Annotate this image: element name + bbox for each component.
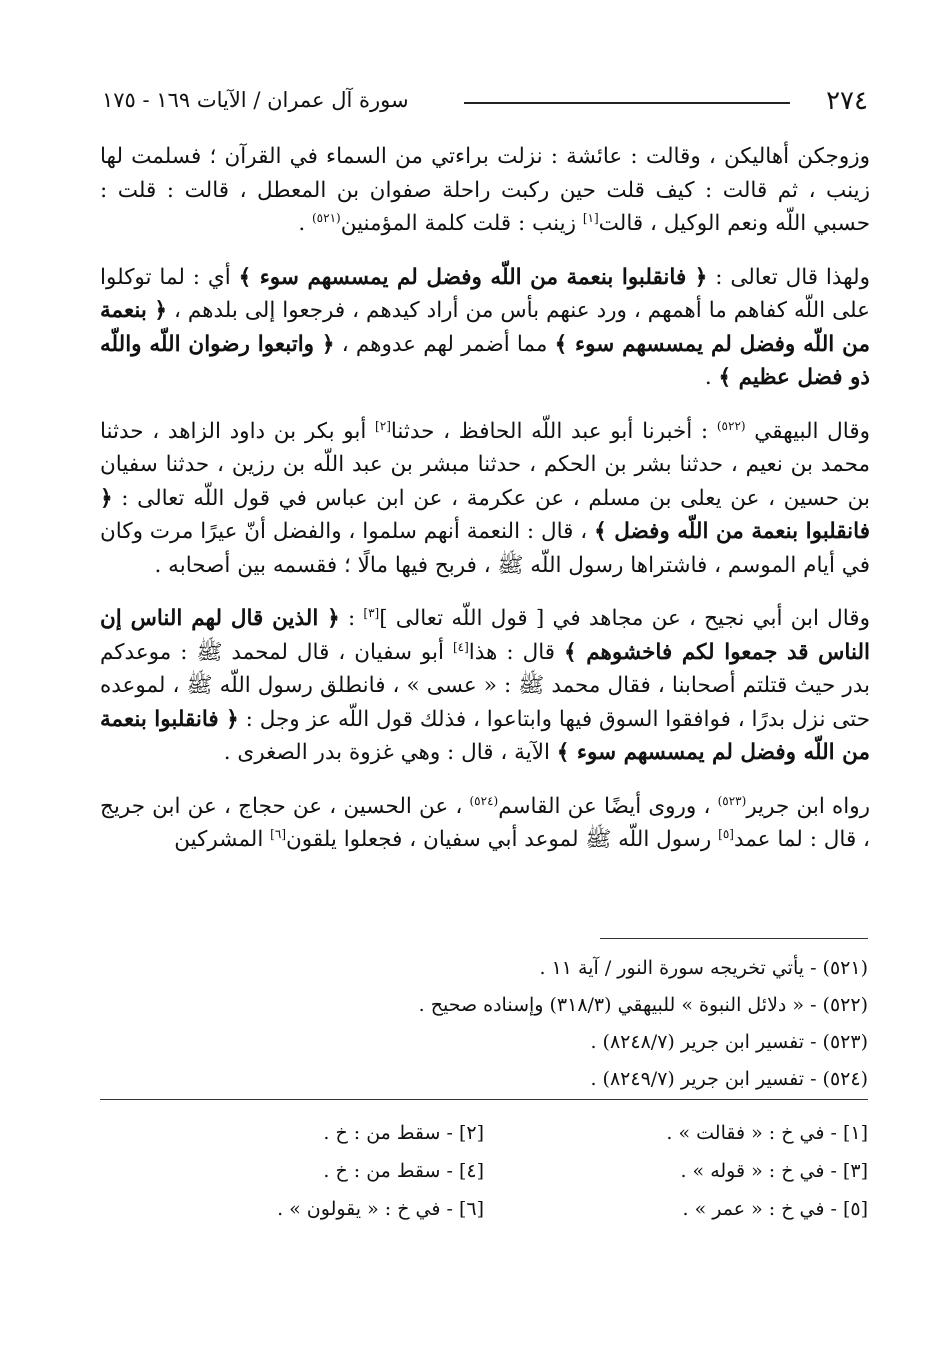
page-number: ٢٧٤ xyxy=(826,86,868,116)
text-run: أبو بكر بن داود الزاهد ، حدثنا محمد بن نعيم ، حدثنا بشر بن الحكم ، حدثنا مبشر بن عبد اللّه بن رزين ، حدثنا سفيان بن حسين ، عن يعلى بن مسلم ، عن عكرمة ، عن ابن عباس في قول اللّه تعالى : xyxy=(100,418,870,511)
note-reference: (٥٢١) xyxy=(311,210,341,225)
footnote: (٥٢٢) - « دلائل النبوة » للبيهقي (٣١٨/٣) وإسناده صحيح . xyxy=(418,994,868,1016)
note-reference: [٢] xyxy=(375,418,391,433)
text-run: ، وروى أيضًا عن القاسم xyxy=(498,793,718,819)
variant-row xyxy=(100,1190,868,1228)
text-run: المشركين xyxy=(174,827,271,852)
variant-note: [٥] - في خ : « عمر » . xyxy=(682,1198,868,1220)
variant-note: [٣] - في خ : « قوله » . xyxy=(680,1160,868,1182)
text-run: ، عن الحسين ، عن حجاج ، عن ابن جريج ، قال : لما عمد xyxy=(100,793,870,852)
text-run: رواه ابن جرير xyxy=(746,793,870,819)
paragraph xyxy=(100,261,870,395)
note-reference: [١] xyxy=(582,210,599,225)
note-reference: [٣] xyxy=(363,605,380,620)
note-reference: (٥٢٢) xyxy=(716,418,746,433)
note-reference: [٦] xyxy=(270,826,286,841)
text-run: . xyxy=(704,365,719,390)
footnote: (٥٢٣) - تفسير ابن جرير (٨٢٤٨/٧) . xyxy=(590,1031,868,1053)
variant-note: [١] - في خ : « فقالت » . xyxy=(666,1122,868,1144)
footnotes xyxy=(100,950,868,1098)
paragraph xyxy=(100,415,870,583)
quran-quote: ﴿ فانقلبوا بنعمة من اللّه وفضل لم يمسسهم سوء ﴾ xyxy=(100,706,870,765)
footnote: (٥٢١) - يأتي تخريجه سورة النور / آية ١١ . xyxy=(539,957,868,979)
variant-row xyxy=(100,1114,868,1152)
footnote: (٥٢٤) - تفسير ابن جرير (٨٢٤٩/٧) . xyxy=(590,1068,868,1090)
page-header xyxy=(102,86,868,120)
paragraph xyxy=(100,790,870,857)
text-run: : أخبرنا أبو عبد اللّه الحافظ ، حدثنا xyxy=(390,418,717,444)
note-reference: (٥٢٤) xyxy=(469,793,499,808)
footnotes-divider xyxy=(600,938,868,939)
quran-quote: ﴿ الذين قال لهم الناس إن الناس قد جمعوا لكم فاخشوهم ﴾ xyxy=(100,606,870,665)
variants-divider xyxy=(100,1099,868,1100)
quran-quote: ﴿ بنعمة من اللّه وفضل لم يمسسهم سوء ﴾ xyxy=(100,298,870,357)
text-run: قال : هذا xyxy=(468,639,564,665)
text-run: أي : لما توكلوا على اللّه كفاهم ما أهمهم ، ورد عنهم بأس من أراد كيدهم ، فرجعوا إلى بلدهم ، xyxy=(100,264,870,323)
variant-note: [٢] - سقط من : خ . xyxy=(323,1122,484,1144)
manuscript-variants xyxy=(100,1114,868,1228)
text-run: وقال البيهقي xyxy=(745,418,871,444)
variant-note: [٦] - في خ : « يقولون » . xyxy=(277,1198,484,1220)
text-run: وقال ابن أبي نجيح ، عن مجاهد في [ قول اللّه تعالى ] xyxy=(379,606,870,631)
variant-row xyxy=(100,1152,868,1190)
quran-quote: ﴿ فانقلبوا بنعمة من اللّه وفضل لم يمسسهم سوء ﴾ xyxy=(238,264,708,290)
text-run: مما أضمر لهم عدوهم ، xyxy=(334,331,555,357)
variant-note: [٤] - سقط من : خ . xyxy=(323,1160,484,1182)
quran-quote: ﴿ واتبعوا رضوان اللّه واللّه ذو فضل عظيم ﴾ xyxy=(100,331,870,390)
text-run: أبو سفيان ، قال لمحمد ﷺ : موعدكم بدر حيث قتلتم أصحابنا ، فقال محمد ﷺ : « عسى » ، فانطلق رسول اللّه ﷺ ، لموعده حتى نزل بدرًا ، فوافقوا السوق فيها وابتاعوا ، فذلك قول اللّه عز وجل : xyxy=(100,639,870,732)
text-run: رسول اللّه ﷺ لموعد أبي سفيان ، فجعلوا يلقون xyxy=(286,827,719,852)
paragraph xyxy=(100,140,870,241)
note-reference: [٥] xyxy=(718,826,734,841)
text-run: ولهذا قال تعالى : xyxy=(707,264,870,290)
quran-quote: ﴿ فانقلبوا بنعمة من اللّه وفضل ﴾ xyxy=(100,485,870,544)
text-run: الآية ، قال : وهي غزوة بدر الصغرى . xyxy=(223,740,557,765)
main-text xyxy=(100,140,870,877)
text-run: : xyxy=(339,606,364,631)
running-title: سورة آل عمران / الآيات ١٦٩ - ١٧٥ xyxy=(102,88,409,112)
paragraph xyxy=(100,602,870,770)
text-run: . xyxy=(298,211,312,236)
header-rule xyxy=(464,102,790,104)
text-run: زينب : قلت كلمة المؤمنين xyxy=(340,211,583,236)
text-run: ، قال : النعمة أنهم سلموا ، والفضل أنّ عيرًا مرت وكان في أيام الموسم ، فاشتراها رسول اللّه ﷺ ، فربح فيها مالًا ؛ فقسمه بين أصحابه . xyxy=(100,519,870,578)
note-reference: [٤] xyxy=(452,639,469,654)
text-run: وزوجكن أهاليكن ، وقالت : عائشة : نزلت براءتي من السماء في القرآن ؛ فسلمت لها زينب ، ثم قالت : كيف قلت حين ركبت راحلة صفوان بن المعطل ، قالت : قلت : حسبي اللّه ونعم الوكيل ، قالت xyxy=(100,144,870,236)
note-reference: (٥٢٣) xyxy=(717,793,747,808)
